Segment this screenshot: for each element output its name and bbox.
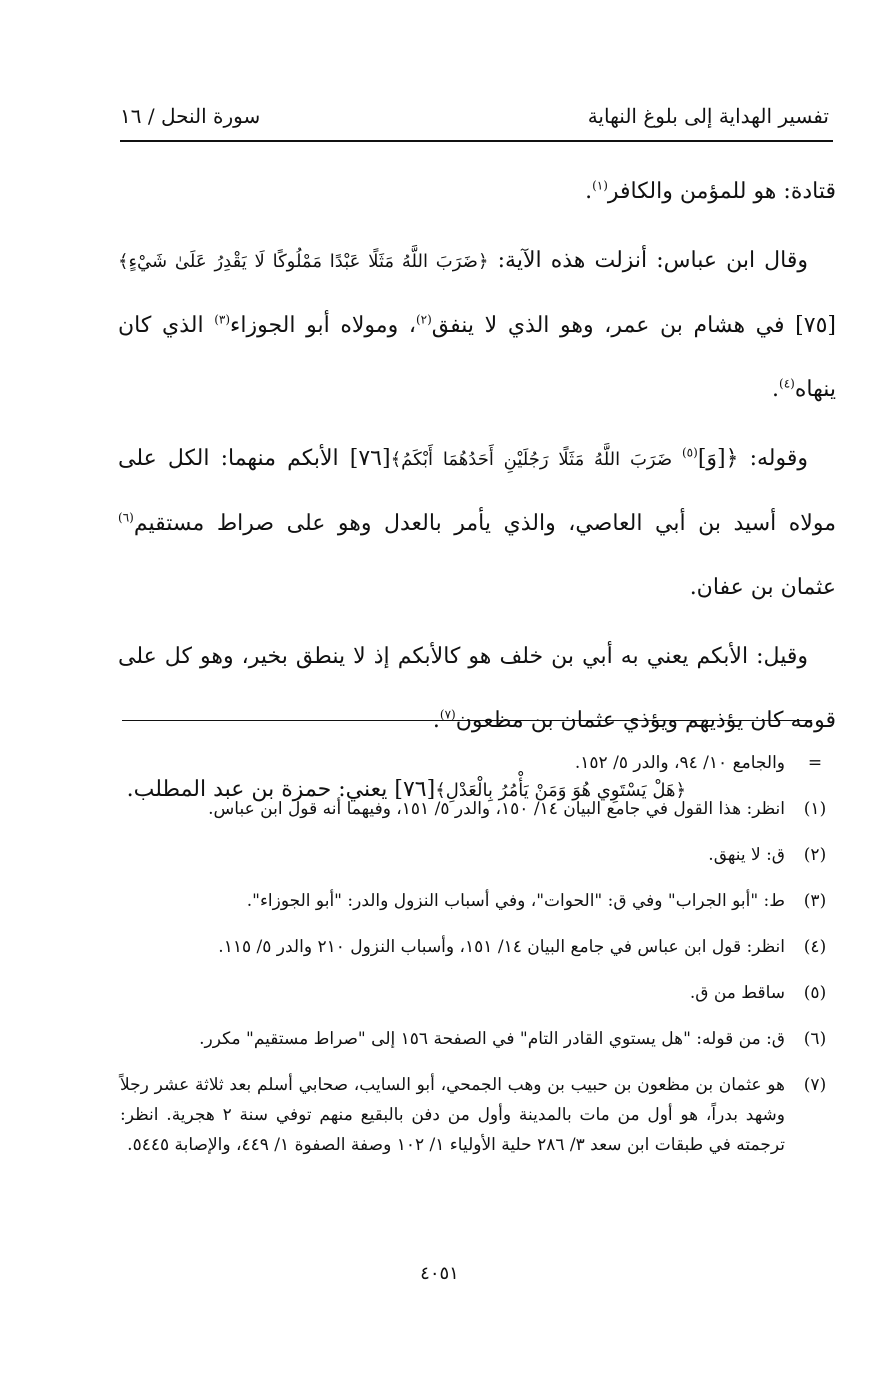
text-run: وقيل: الأبكم يعني به أبي بن خلف هو كالأبكم إذ لا ينطق بخير، وهو كل على قومه كان يؤذيهم ويؤذي عثمان بن مظعون <box>118 644 836 733</box>
footnote-number: (٢) <box>803 845 827 865</box>
text-run: عثمان بن عفان. <box>689 575 836 600</box>
footnote-ref: (٣) <box>214 312 231 327</box>
paragraph <box>118 160 836 224</box>
text-run: [٧٥] في هشام بن عمر، وهو الذي لا ينفق <box>431 313 836 338</box>
footnote-number: (٤) <box>803 937 827 957</box>
footnote-text: ق: من قوله: "هل يستوي القادر التام" في الصفحة ١٥٦ إلى "صراط مستقيم" مكرر. <box>199 1029 785 1049</box>
text-run: وقوله: ﴿[وَ] <box>697 446 809 471</box>
quran-verse: ﴿هَلْ يَسْتَوِي هُوَ وَمَنْ يَأْمُرُ بِالْعَدْلِ﴾ <box>435 780 686 801</box>
main-text <box>118 160 836 828</box>
header-rule <box>120 140 833 142</box>
footnote <box>120 932 835 962</box>
running-header <box>120 96 829 136</box>
footnote <box>120 1070 835 1160</box>
footnote <box>120 748 835 778</box>
footnote-text: انظر: قول ابن عباس في جامع البيان ١٤/ ١٥١، وأسباب النزول ٢١٠ والدر ٥/ ١١٥. <box>218 937 785 957</box>
paragraph <box>118 229 836 422</box>
text-run: وقال ابن عباس: أنزلت هذه الآية: <box>488 248 808 273</box>
footnote-number: (٦) <box>803 1029 827 1049</box>
footnote-ref: (٧) <box>439 707 456 722</box>
footnote-ref: (٦) <box>118 510 134 525</box>
footnote-ref: (٤) <box>779 376 795 391</box>
text-run: قتادة: هو للمؤمن والكافر <box>607 179 836 204</box>
footnote-text: انظر: هذا القول في جامع البيان ١٤/ ١٥٠، والدر ٥/ ١٥١، وفيهما أنه قول ابن عباس. <box>208 799 785 819</box>
footnote-number: (١) <box>803 799 827 819</box>
quran-verse: ﴿ضَرَبَ اللَّهُ مَثَلًا عَبْدًا مَمْلُوكًا لَا يَقْدِرُ عَلَىٰ شَيْءٍ﴾ <box>118 251 489 272</box>
paragraph <box>118 625 836 753</box>
footnote-ref: (١) <box>592 178 608 193</box>
text-run: الذي كان ينهاه <box>118 313 836 402</box>
text-run: [٧٦] الأبكم منهما: الكل على مولاه أسيد بن أبي العاصي، والذي يأمر بالعدل وهو على صراط مستقيم <box>118 446 836 536</box>
footnote-text: ق: لا ينهق. <box>708 845 785 865</box>
text-run: . <box>432 708 440 733</box>
footnote-text: والجامع ١٠/ ٩٤، والدر ٥/ ١٥٢. <box>574 753 785 773</box>
footnote-number: (٣) <box>803 891 827 911</box>
page-number: ٤٠٥١ <box>420 1263 459 1284</box>
surah-label: سورة النحل / ١٦ <box>120 104 261 128</box>
footnote-text: ط: "أبو الجراب" وفي ق: "الحوات"، وفي أسباب النزول والدر: "أبو الجوزاء". <box>246 891 785 911</box>
quran-verse: ضَرَبَ اللَّهُ مَثَلًا رَجُلَيْنِ أَحَدُهُمَا أَبْكَمُ﴾ <box>390 449 682 470</box>
footnote-ref: (٢) <box>415 312 432 327</box>
footnote-number: (٧) <box>803 1075 827 1095</box>
footnote <box>120 978 835 1008</box>
footnote <box>120 794 835 824</box>
footnote-text: ساقط من ق. <box>689 983 785 1003</box>
text-run: [٧٦] يعني: حمزة بن عبد المطلب. <box>126 777 436 802</box>
footnote <box>120 840 835 870</box>
footnote <box>120 886 835 916</box>
footnotes <box>120 748 835 1176</box>
footnote-number: (٥) <box>803 983 827 1003</box>
text-run: . <box>772 377 780 402</box>
text-run: ، ومولاه أبو الجوزاء <box>230 313 416 338</box>
paragraph <box>118 427 836 620</box>
book-title: تفسير الهداية إلى بلوغ النهاية <box>587 104 829 128</box>
text-run: . <box>585 179 593 204</box>
footnote-text: هو عثمان بن مظعون بن حبيب بن وهب الجمحي، أبو السايب، صحابي أسلم بعد ثلاثة عشر رجلاً وشهد بدراً، هو أول من مات بالمدينة وأول من دفن بالبقيع منهم توفي سنة ٢ هجرية. انظر: ترجمته في طبقات ابن سعد ٣/ ٢٨٦ حلية الأولياء ١/ ١٠٢ وصفة الصفوة ١/ ٤٤٩، والإصابة ٥٤٤٥. <box>120 1075 785 1155</box>
footnote-ref: (٥) <box>681 445 698 460</box>
footnote <box>120 1024 835 1054</box>
footnote-number: = <box>807 753 823 773</box>
footnote-separator <box>122 720 812 721</box>
